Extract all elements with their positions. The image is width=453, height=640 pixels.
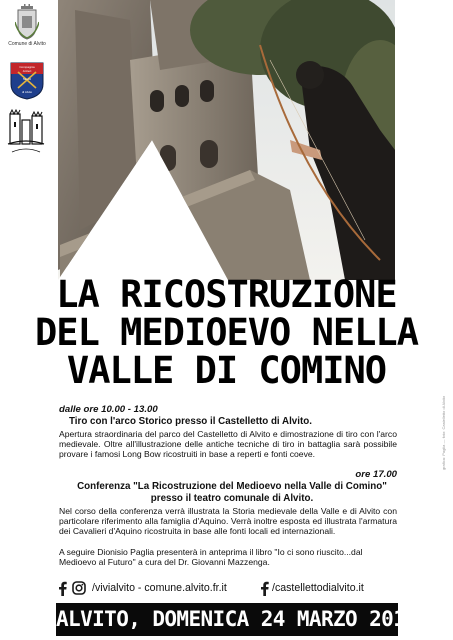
instagram-icon[interactable] (72, 581, 86, 595)
comune-logo (6, 4, 48, 54)
title-line-3: VALLE DI COMINO (66, 349, 387, 392)
comune-label: Comune di Alvito (8, 41, 46, 47)
event2-book-presentation: A seguire Dionisio Paglia presenterà in anteprima il libro "Io ci sono riuscito...dal Medioevo al Futuro" a cura del Dr. Giovanni Mazzenga. (59, 547, 363, 568)
date-banner: ALVITO, DOMENICA 24 MARZO 2019 (56, 603, 398, 636)
facebook-link[interactable]: /vivialvito - comune.alvito.fr.it (92, 582, 227, 594)
shield-line-2: Arcieri (22, 69, 32, 73)
event1-title: Tiro con l'arco Storico presso il Castelletto di Alvito. (69, 416, 312, 427)
event2-title: Conferenza "La Ricostruzione del Medioevo nella Valle di Comino" presso il teatro comunale di Alvito. (77, 481, 387, 504)
facebook-icon-2[interactable] (260, 581, 269, 596)
title-line-2: DEL MEDIOEVO NELLA (35, 311, 418, 354)
comune-crest-icon (15, 4, 39, 40)
shield-line-3: Storici (22, 77, 32, 81)
social-links (58, 580, 398, 598)
event1-description: Apertura straordinaria del parco del Castelletto di Alvito e dimostrazione di tiro con l'arco medievale. Oltre all'illustrazione delle antiche tecniche di tiro in battaglia sarà possibile provare i famosi Long Bow ricostruiti in base a reperti e fonti coeve. (59, 429, 397, 460)
shield-line-1: Compagnia (19, 65, 35, 69)
title-line-1: LA RICOSTRUZIONE (56, 273, 397, 316)
instagram-link[interactable]: /castellettodialvito.it (272, 582, 364, 594)
facebook-icon[interactable] (58, 581, 67, 596)
shield-line-4: di Alvito (21, 90, 33, 94)
event2-time: ore 17.00 (355, 469, 397, 480)
event1-time: dalle ore 10.00 - 13.00 (59, 404, 158, 415)
castle-logo-icon (6, 108, 46, 156)
arcieri-shield-icon (10, 62, 44, 100)
event2-description: Nel corso della conferenza verrà illustrata la Storia medievale della Valle e di Alvito con particolare riferimento alla famiglia d'Aquino. Verrà inoltre esposta ed illustrata l'armatura dei Cavalieri d'Aquino ricostruita in base alle fonti locali ed internazionali. (59, 506, 397, 537)
page-title (0, 273, 453, 392)
castle-archer-photo (0, 0, 453, 280)
photo-credit: grafica: Paglia — foto: Castelletto di Alvito (441, 395, 446, 470)
